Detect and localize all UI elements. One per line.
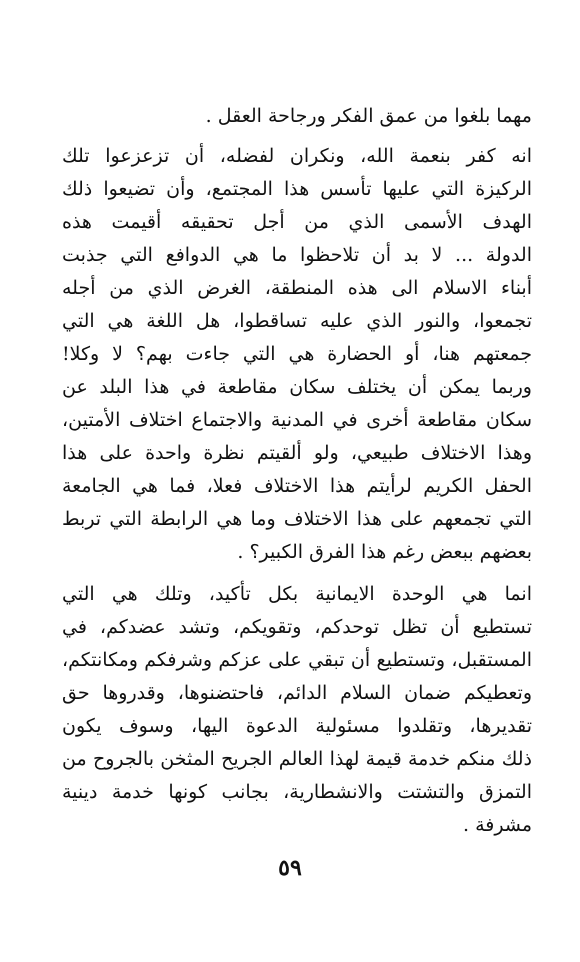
text-line: المستقبل، وتستطيع أن تبقي على عزكم وشرفكم ومكانتكم،: [62, 649, 532, 671]
text-line: انه كفر بنعمة الله، ونكران لفضله، أن تزعزعوا تلك: [62, 145, 532, 167]
paragraph-2: [62, 140, 532, 569]
text-line: وتعطيكم ضمان السلام الدائم، فاحتضنوها، وقدروها حق: [62, 682, 532, 704]
text-line: تجمعوا، والنور الذي عليه تساقطوا، هل اللغة هي التي: [62, 310, 532, 332]
text-line: أبناء الاسلام الى هذه المنطقة، الغرض الذي من أجله: [62, 277, 532, 299]
text-line: سكان مقاطعة أخرى في المدنية والاجتماع اختلاف الأمتين،: [62, 409, 532, 431]
text-line: تستطيع أن تظل توحدكم، وتقويكم، وتشد عضدكم، في: [62, 616, 532, 638]
text-line: الدولة ... لا بد أن تلاحظوا ما هي الدوافع التي جذبت: [62, 244, 532, 266]
text-line: وهذا الاختلاف طبيعي، ولو ألقيتم نظرة واحدة على هذا: [62, 442, 532, 464]
text-line: بعضهم ببعض رغم هذا الفرق الكبير؟ .: [237, 541, 532, 563]
text-line: مهما بلغوا من عمق الفكر ورجاحة العقل .: [205, 105, 532, 127]
text-line: التي تجمعهم على هذا الاختلاف وما هي الرابطة التي تربط: [62, 508, 532, 530]
text-line: وربما يمكن أن يختلف سكان مقاطعة في هذا البلد عن: [62, 376, 532, 398]
text-line: الهدف الأسمى الذي من أجل تحقيقه أقيمت هذه: [62, 211, 532, 233]
paragraph-1: [62, 100, 532, 133]
text-line: مشرفة .: [463, 814, 532, 836]
paragraph-3: [62, 578, 532, 842]
text-line: الحفل الكريم لرأيتم هذا الاختلاف فعلا، فما هي الجامعة: [62, 475, 532, 497]
text-line: التمزق والتشتت والانشطارية، بجانب كونها خدمة دينية: [62, 781, 532, 803]
text-line: تقديرها، وتقلدوا مسئولية الدعوة اليها، وسوف يكون: [62, 715, 532, 737]
text-line: الركيزة التي عليها تأسس هذا المجتمع، وأن تضيعوا ذلك: [62, 178, 532, 200]
text-line: ذلك منكم خدمة قيمة لهذا العالم الجريح المثخن بالجروح من: [62, 748, 532, 770]
text-line: جمعتهم هنا، أو الحضارة هي التي جاءت بهم؟ لا وكلا!: [62, 343, 532, 365]
page-number: ٥٩: [278, 855, 302, 881]
text-line: انما هي الوحدة الايمانية بكل تأكيد، وتلك هي التي: [62, 583, 532, 605]
